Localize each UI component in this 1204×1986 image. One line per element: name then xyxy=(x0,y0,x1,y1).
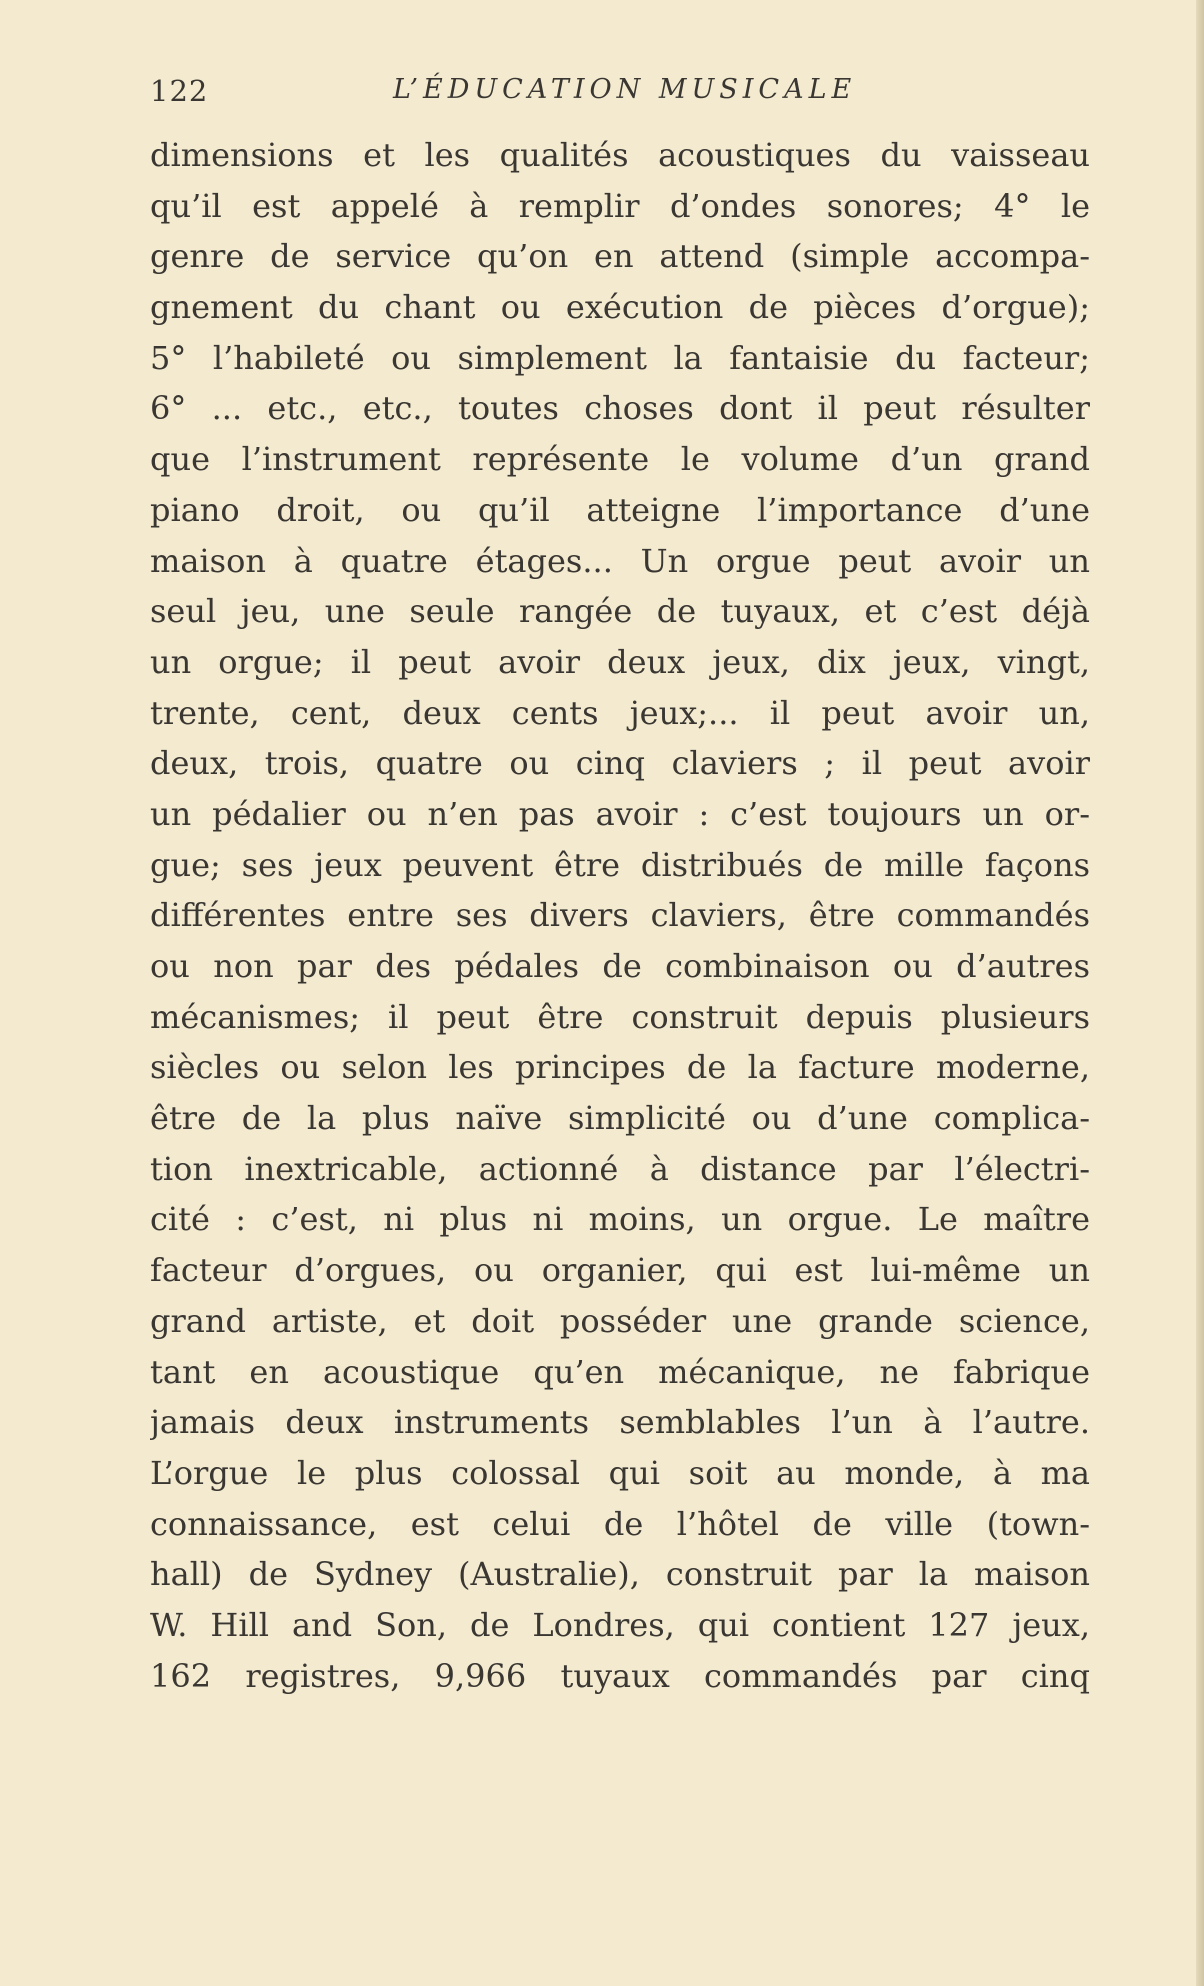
text-line: connaissance, est celui de l’hôtel de ville (town- xyxy=(150,1504,1090,1543)
text-line: trente, cent, deux cents jeux;... il peut avoir un, xyxy=(150,693,1090,732)
running-title: L’ÉDUCATION MUSICALE xyxy=(393,74,857,105)
text-line: piano droit, ou qu’il atteigne l’importance d’une xyxy=(150,490,1090,529)
running-head xyxy=(150,74,1090,114)
text-line: deux, trois, quatre ou cinq claviers ; il peut avoir xyxy=(150,744,1090,783)
page-edge xyxy=(1196,0,1204,1986)
text-line: être de la plus naïve simplicité ou d’une complica- xyxy=(150,1099,1090,1138)
text-line: dimensions et les qualités acoustiques du vaisseau xyxy=(150,136,1090,174)
text-line: un pédalier ou n’en pas avoir : c’est toujours un or- xyxy=(150,794,1090,833)
text-line: un orgue; il peut avoir deux jeux, dix jeux, vingt, xyxy=(150,642,1090,681)
text-line: W. Hill and Son, de Londres, qui contient 127 jeux, xyxy=(150,1605,1090,1644)
text-line: hall) de Sydney (Australie), construit par la maison xyxy=(150,1555,1090,1594)
text-line: cité : c’est, ni plus ni moins, un orgue. Le maître xyxy=(150,1200,1090,1239)
body-text xyxy=(150,130,1090,1701)
text-line: que l’instrument représente le volume d’un grand xyxy=(150,440,1090,479)
text-line: gnement du chant ou exécution de pièces d’orgue); xyxy=(150,288,1090,327)
text-line: seul jeu, une seule rangée de tuyaux, et c’est déjà xyxy=(150,592,1090,631)
text-line: 162 registres, 9,966 tuyaux commandés par cinq xyxy=(150,1656,1090,1695)
text-line: mécanismes; il peut être construit depuis plusieurs xyxy=(150,997,1090,1036)
text-line: gue; ses jeux peuvent être distribués de mille façons xyxy=(150,845,1090,884)
text-line: tion inextricable, actionné à distance par l’électri- xyxy=(150,1149,1090,1188)
text-line: facteur d’orgues, ou organier, qui est lui-même un xyxy=(150,1251,1090,1290)
text-line: grand artiste, et doit posséder une grande science, xyxy=(150,1301,1090,1340)
text-line: L’orgue le plus colossal qui soit au monde, à ma xyxy=(150,1453,1090,1492)
text-line: qu’il est appelé à remplir d’ondes sonores; 4° le xyxy=(150,186,1090,225)
text-line: 5° l’habileté ou simplement la fantaisie du facteur; xyxy=(150,338,1090,377)
text-line: genre de service qu’on en attend (simple accompa- xyxy=(150,237,1090,276)
text-line: siècles ou selon les principes de la facture moderne, xyxy=(150,1048,1090,1087)
text-line: 6° ... etc., etc., toutes choses dont il peut résulter xyxy=(150,389,1090,428)
text-line: maison à quatre étages... Un orgue peut avoir un xyxy=(150,541,1090,580)
page-number: 122 xyxy=(150,74,209,108)
text-line: ou non par des pédales de combinaison ou d’autres xyxy=(150,947,1090,985)
text-line: jamais deux instruments semblables l’un à l’autre. xyxy=(150,1403,1090,1442)
text-line: différentes entre ses divers claviers, être commandés xyxy=(150,896,1090,935)
text-line: tant en acoustique qu’en mécanique, ne fabrique xyxy=(150,1352,1090,1391)
